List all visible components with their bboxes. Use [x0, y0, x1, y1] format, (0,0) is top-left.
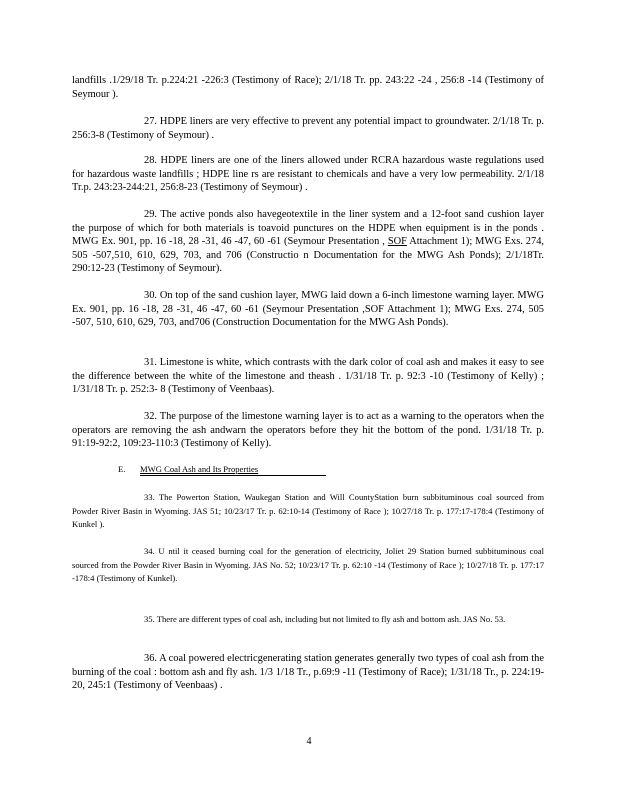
paragraph-32: 32. The purpose of the limestone warning layer is to act as a warning to the operators when the operators are removing the ash andwarn the operators before they hit the bottom of the pond. 1/31/18 Tr. p. 91:19-92:2, 109:23-110:3 (Testimony of Kelly).: [72, 411, 544, 450]
section-heading: [118, 463, 258, 475]
paragraph-35: 35. There are different types of coal ash, including but not limited to fly ash and bottom ash. JAS No. 53.: [144, 614, 506, 624]
paragraph-33: 33. The Powerton Station, Waukegan Station and Will CountyStation burn subbituminous coal sourced from Powder River Basin in Wyoming. JAS 51; 10/23/17 Tr. p. 62:10-14 (Testimony of Race ); 10/27/18 Tr. p. 177:17-178:4 (Testimony of Kunkel ).: [72, 492, 544, 530]
paragraph-30: 30. On top of the sand cushion layer, MWG laid down a 6-inch limestone warning layer. MWG Ex. 901, pp. 16 -18, 28 -31, 46 -47, 60 -61 (Seymour Presentation ,SOF Attachment 1); MWG Exs. 274, 505 -507, 510, 610, 629, 703, and706 (Construction Documentation for the MWG Ash Ponds).: [72, 290, 544, 329]
paragraph-continuation: landfills .1/29/18 Tr. p.224:21 -226:3 (Testimony of Race); 2/1/18 Tr. pp. 243:22 -24 , 256:8 -14 (Testimony of Seymour ).: [72, 75, 544, 100]
paragraph-34: 34. U ntil it ceased burning coal for the generation of electricity, Joliet 29 Station burned subbituminous coal sourced from the Powder River Basin in Wyoming. JAS No. 52; 10/23/17 Tr. p. 62:10 -14 (Testimony of Race ); 10/27/18 Tr. p. 177:17 -178:4 (Testimony of Kunkel).: [72, 546, 544, 584]
paragraph-29-part-a: 29. The active ponds also havegeotextile in the liner system and a 12-foot sand cushion layer the purpose of which for both materials is toavoid punctures on the HDPE when equipment is in the ponds . MWG Ex. 901, pp. 16 -18, 28 -31, 46 -47, 60 -61 (Seymour Presentation ,: [72, 209, 544, 248]
section-title: MWG Coal Ash and Its Properties: [140, 464, 259, 474]
section-letter: E.: [118, 464, 126, 474]
heading-underline: [140, 475, 326, 476]
paragraph-29-sof: SOF: [387, 236, 407, 248]
paragraph-27: 27. HDPE liners are very effective to prevent any potential impact to groundwater. 2/1/18 Tr. p. 256:3-8 (Testimony of Seymour) .: [72, 116, 544, 141]
paragraph-29-part-b: Attachment 1); MWG Exs. 274, 505 -507,510, 610, 629, 703, and 706 (Constructio n Documentation for the MWG Ash Ponds); 2/1/18Tr. 290:12-23 (Testimony of Seymour).: [72, 236, 544, 275]
paragraph-31: 31. Limestone is white, which contrasts with the dark color of coal ash and makes it easy to see the difference between the white of the limestone and theash . 1/31/18 Tr. p. 92:3 -10 (Testimony of Kelly) ; 1/31/18 Tr. p. 252:3- 8 (Testimony of Veenbaas).: [72, 357, 544, 396]
paragraph-28: 28. HDPE liners are one of the liners allowed under RCRA hazardous waste regulations used for hazardous waste landfills ; HDPE line rs are resistant to chemicals and have a very low permeability. 2/1/18 Tr.p. 243:23-244:21, 256:8-23 (Testimony of Seymour) .: [72, 155, 544, 194]
page-number: 4: [306, 736, 312, 747]
paragraph-29: [72, 208, 544, 276]
paragraph-36: 36. A coal powered electricgenerating station generates generally two types of coal ash from the burning of the coal : bottom ash and fly ash. 1/3 1/18 Tr., p.69:9 -11 (Testimony of Race); 1/31/18 Tr., p. 224:19-20, 245:1 (Testimony of Veenbaas) .: [72, 653, 544, 692]
